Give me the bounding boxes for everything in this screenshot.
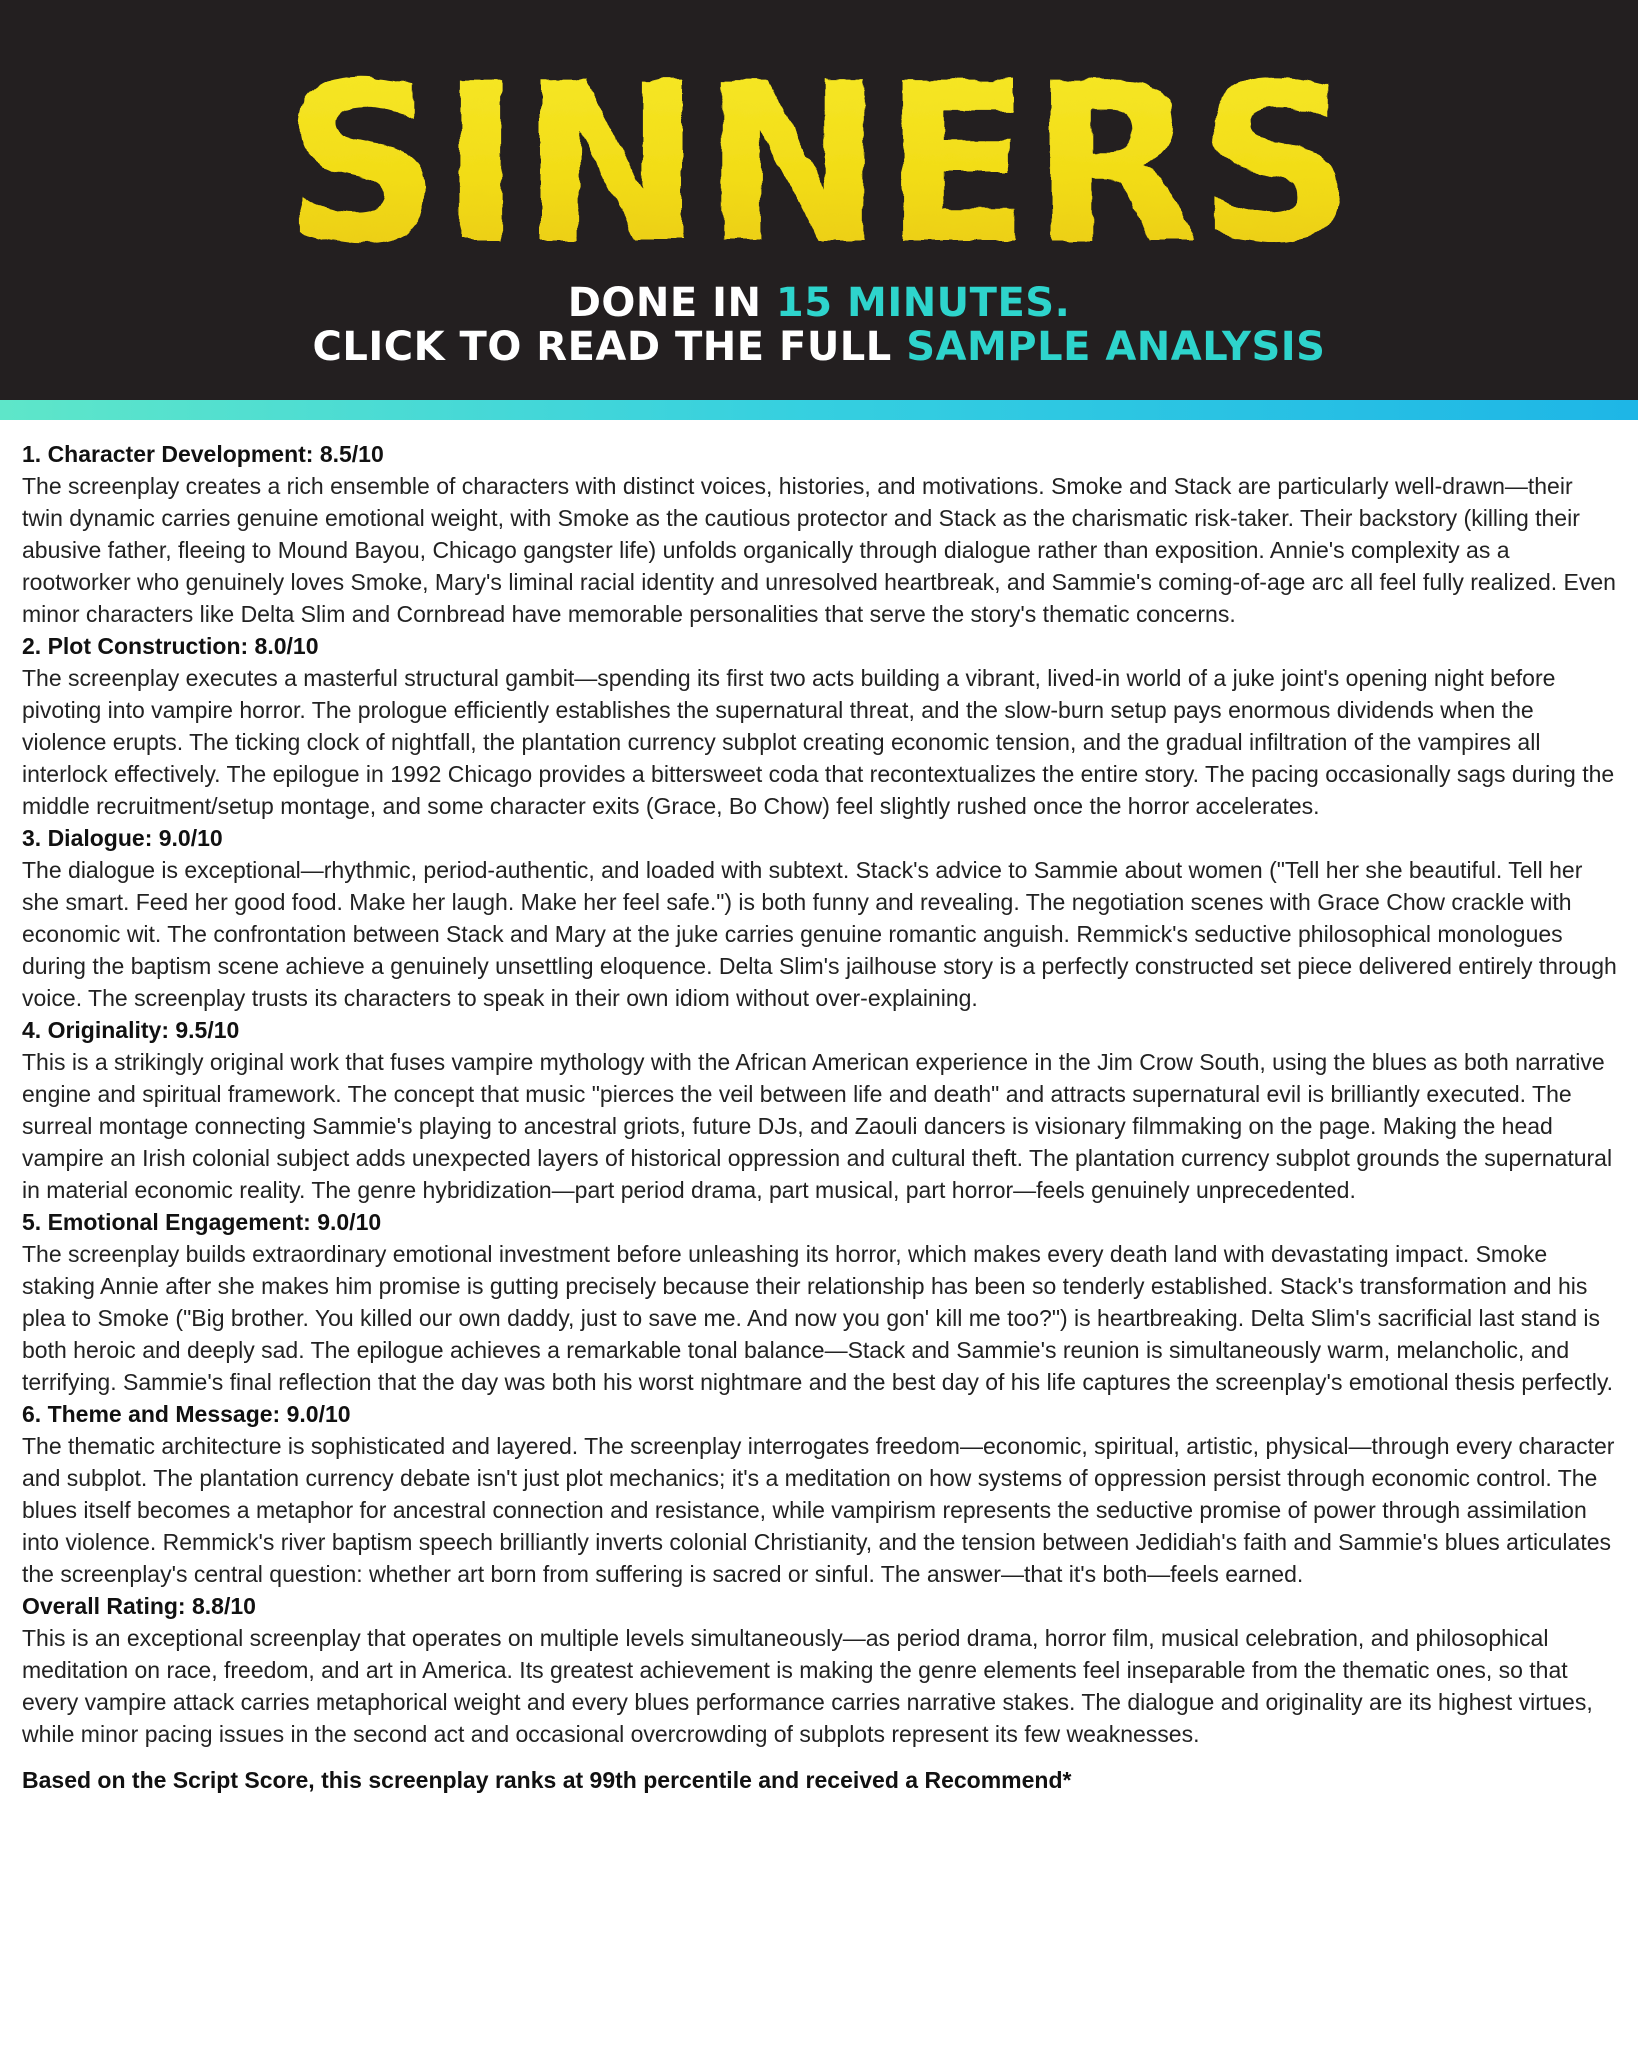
tagline-prefix: CLICK TO READ THE FULL bbox=[312, 324, 907, 370]
header-banner[interactable] bbox=[0, 0, 1638, 400]
section-body: The screenplay builds extraordinary emotional investment before unleashing its horror, which makes every death land with devastating impact. Smoke staking Annie after she makes him promise is gutting precisely because their relationship has been so tenderly established. Stack's transformation and his plea to Smoke ("Big brother. You killed our own daddy, just to save me. And now you gon' kill me too?") is heartbreaking. Delta Slim's sacrificial last stand is both heroic and deeply sad. The epilogue achieves a remarkable tonal balance—Stack and Sammie's reunion is simultaneously warm, melancholic, and terrifying. Sammie's final reflection that the day was both his worst nightmare and the best day of his life captures the screenplay's emotional thesis perfectly. bbox=[22, 1241, 1614, 1395]
tagline-prefix: DONE IN bbox=[567, 280, 776, 326]
logo-text: SINNERS bbox=[284, 52, 1354, 262]
section-heading: 2. Plot Construction: 8.0/10 bbox=[22, 633, 319, 659]
tagline-line-2[interactable] bbox=[0, 324, 1638, 370]
section-heading: 5. Emotional Engagement: 9.0/10 bbox=[22, 1209, 382, 1235]
section-heading: 3. Dialogue: 9.0/10 bbox=[22, 825, 223, 851]
tagline-accent: SAMPLE ANALYSIS bbox=[906, 324, 1326, 370]
tagline-line-1[interactable] bbox=[0, 280, 1638, 326]
section-body: The thematic architecture is sophisticated and layered. The screenplay interrogates freedom—economic, spiritual, artistic, physical—through every character and subplot. The plantation currency debate isn't just plot mechanics; it's a meditation on how systems of oppression persist through economic control. The blues itself becomes a metaphor for ancestral connection and resistance, while vampirism represents the seductive promise of power through assimilation into violence. Remmick's river baptism speech brilliantly inverts colonial Christianity, and the tension between Jedidiah's faith and Sammie's blues articulates the screenplay's central question: whether art born from suffering is sacred or sinful. The answer—that it's both—feels earned. bbox=[22, 1433, 1615, 1587]
tagline-accent: 15 MINUTES. bbox=[775, 280, 1071, 326]
section-body: This is an exceptional screenplay that operates on multiple levels simultaneously—as period drama, horror film, musical celebration, and philosophical meditation on race, freedom, and art in America. Its greatest achievement is making the genre elements feel inseparable from the thematic ones, so that every vampire attack carries metaphorical weight and every blues performance carries narrative stakes. The dialogue and originality are its highest virtues, while minor pacing issues in the second act and occasional overcrowding of subplots represent its few weaknesses. bbox=[22, 1625, 1593, 1747]
section-theme-and-message bbox=[22, 1398, 1618, 1590]
section-dialogue bbox=[22, 822, 1618, 1014]
section-body: The screenplay executes a masterful structural gambit—spending its first two acts building a vibrant, lived-in world of a juke joint's opening night before pivoting into vampire horror. The prologue efficiently establishes the supernatural threat, and the slow-burn setup pays enormous dividends when the violence erupts. The ticking clock of nightfall, the plantation currency subplot creating economic tension, and the gradual infiltration of the vampires all interlock effectively. The epilogue in 1992 Chicago provides a bittersweet coda that recontextualizes the entire story. The pacing occasionally sags during the middle recruitment/setup montage, and some character exits (Grace, Bo Chow) feel slightly rushed once the horror accelerates. bbox=[22, 665, 1615, 819]
section-body: The screenplay creates a rich ensemble of characters with distinct voices, histories, and motivations. Smoke and Stack are particularly well-drawn—their twin dynamic carries genuine emotional weight, with Smoke as the cautious protector and Stack as the charismatic risk-taker. Their backstory (killing their abusive father, fleeing to Mound Bayou, Chicago gangster life) unfolds organically through dialogue rather than exposition. Annie's complexity as a rootworker who genuinely loves Smoke, Mary's liminal racial identity and unresolved heartbreak, and Sammie's coming-of-age arc all feel fully realized. Even minor characters like Delta Slim and Cornbread have memorable personalities that serve the story's thematic concerns. bbox=[22, 473, 1616, 627]
section-overall-rating bbox=[22, 1590, 1618, 1750]
gradient-divider bbox=[0, 400, 1638, 420]
section-heading: 1. Character Development: 8.5/10 bbox=[22, 441, 384, 467]
section-plot-construction bbox=[22, 630, 1618, 822]
section-originality bbox=[22, 1014, 1618, 1206]
section-emotional-engagement bbox=[22, 1206, 1618, 1398]
section-heading: Overall Rating: 8.8/10 bbox=[22, 1593, 256, 1619]
section-body: The dialogue is exceptional—rhythmic, period-authentic, and loaded with subtext. Stack's advice to Sammie about women ("Tell her she beautiful. Tell her she smart. Feed her good food. Make her laugh. Make her feel safe.") is both funny and revealing. The negotiation scenes with Grace Chow crackle with economic wit. The confrontation between Stack and Mary at the juke carries genuine romantic anguish. Remmick's seductive philosophical monologues during the baptism scene achieve a genuinely unsettling eloquence. Delta Slim's jailhouse story is a perfectly constructed set piece delivered entirely through voice. The screenplay trusts its characters to speak in their own idiom without over-explaining. bbox=[22, 857, 1617, 1011]
section-heading: 6. Theme and Message: 9.0/10 bbox=[22, 1401, 351, 1427]
sinners-logo bbox=[0, 52, 1638, 262]
section-body: This is a strikingly original work that fuses vampire mythology with the African American experience in the Jim Crow South, using the blues as both narrative engine and spiritual framework. The concept that music "pierces the veil between life and death" and attracts supernatural evil is brilliantly executed. The surreal montage connecting Sammie's playing to ancestral griots, future DJs, and Zaouli dancers is visionary filmmaking on the page. Making the head vampire an Irish colonial subject adds unexpected layers of historical oppression and cultural theft. The plantation currency subplot grounds the supernatural in material economic reality. The genre hybridization—part period drama, part musical, part horror—feels genuinely unprecedented. bbox=[22, 1049, 1613, 1203]
section-heading: 4. Originality: 9.5/10 bbox=[22, 1017, 240, 1043]
analysis-content bbox=[22, 438, 1618, 1796]
section-character-development bbox=[22, 438, 1618, 630]
recommendation-summary: Based on the Script Score, this screenplay ranks at 99th percentile and received a Recommend* bbox=[22, 1767, 1072, 1793]
